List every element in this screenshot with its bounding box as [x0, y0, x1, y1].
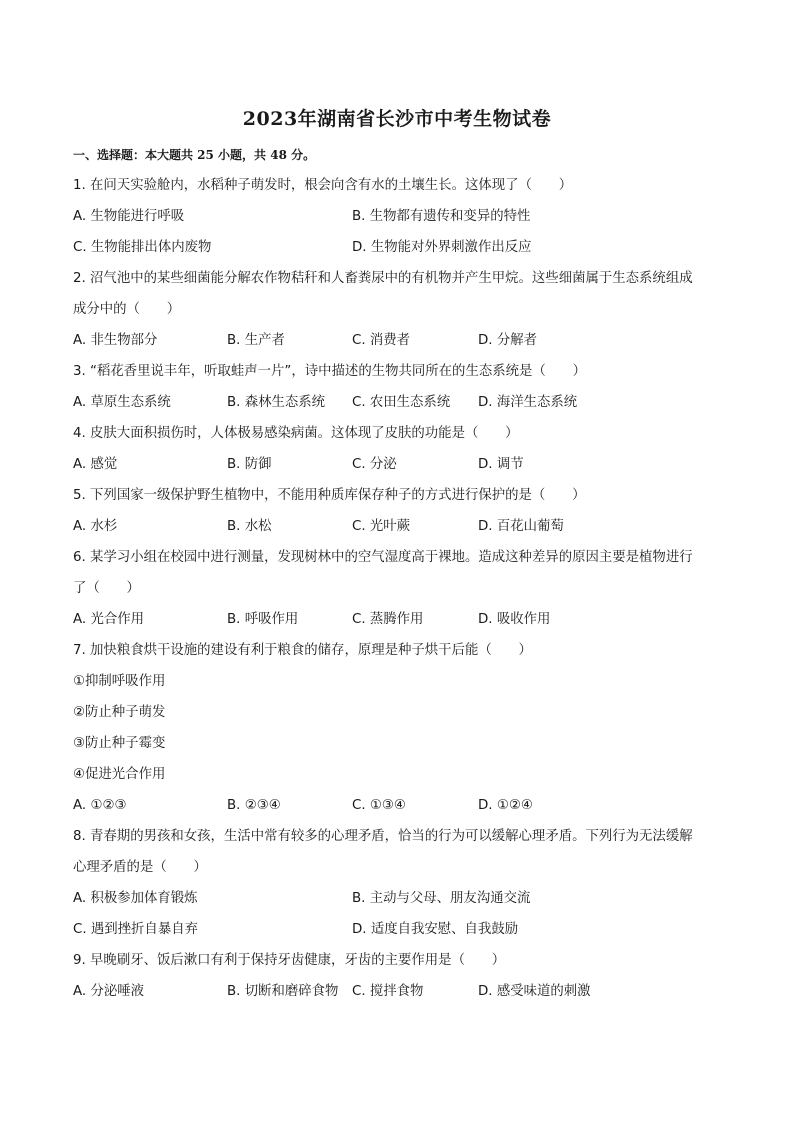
- question-7-option-c: C. ①③④: [352, 798, 406, 813]
- question-5-stem: 5. 下列国家一级保护野生植物中，不能用种质库保存种子的方式进行保护的是（ ）: [73, 488, 586, 503]
- question-3-option-c: C. 农田生态系统: [352, 395, 451, 410]
- question-4-option-b: B. 防御: [227, 457, 272, 472]
- question-8-stem-line-1: 8. 青春期的男孩和女孩，生活中常有较多的心理矛盾，恰当的行为可以缓解心理矛盾。下列行为无法缓解: [73, 829, 693, 844]
- question-9-option-d: D. 感受味道的刺激: [478, 984, 591, 999]
- question-7-item-1: ①抑制呼吸作用: [73, 674, 166, 689]
- question-7-options: [73, 790, 723, 821]
- question-1-option-c: C. 生物能排出体内废物: [73, 240, 212, 255]
- question-5-option-b: B. 水松: [227, 519, 272, 534]
- question-7-item-2: ②防止种子萌发: [73, 705, 166, 720]
- question-list: [73, 170, 723, 1007]
- question-3-option-d: D. 海洋生态系统: [478, 395, 578, 410]
- question-7-item-4: ④促进光合作用: [73, 767, 166, 782]
- question-2-option-d: D. 分解者: [478, 333, 537, 348]
- question-6-stem-line-2: 了（ ）: [73, 581, 140, 596]
- question-4-option-a: A. 感觉: [73, 457, 118, 472]
- question-5-options: [73, 511, 723, 542]
- question-2-option-a: A. 非生物部分: [73, 333, 158, 348]
- question-4-option-d: D. 调节: [478, 457, 524, 472]
- question-7-item-3: ③防止种子霉变: [73, 736, 166, 751]
- question-1-stem: 1. 在问天实验舱内，水稻种子萌发时，根会向含有水的土壤生长。这体现了（ ）: [73, 178, 573, 193]
- question-2-stem-line-1: 2. 沼气池中的某些细菌能分解农作物秸秆和人畜粪尿中的有机物并产生甲烷。这些细菌属于生态系统组成: [73, 271, 693, 286]
- question-1-options-row-2: [73, 232, 723, 263]
- question-5-option-d: D. 百花山葡萄: [478, 519, 564, 534]
- question-4-options: [73, 449, 723, 480]
- exam-title: 2023年湖南省长沙市中考生物试卷: [242, 108, 552, 130]
- question-8-stem-line-2: 心理矛盾的是（ ）: [73, 860, 207, 875]
- question-6-option-a: A. 光合作用: [73, 612, 144, 627]
- question-2-stem-line-2: 成分中的（ ）: [73, 302, 181, 317]
- question-6-stem-line-1: 6. 某学习小组在校园中进行测量，发现树林中的空气湿度高于裸地。造成这种差异的原因主要是植物进行: [73, 550, 693, 565]
- question-4-option-c: C. 分泌: [352, 457, 397, 472]
- question-6-option-c: C. 蒸腾作用: [352, 612, 424, 627]
- question-9-stem: 9. 早晚刷牙、饭后漱口有利于保持牙齿健康，牙齿的主要作用是（ ）: [73, 953, 506, 968]
- question-6-option-d: D. 吸收作用: [478, 612, 551, 627]
- question-6-option-b: B. 呼吸作用: [227, 612, 299, 627]
- question-9-option-c: C. 搅拌食物: [352, 984, 424, 999]
- question-9-option-b: B. 切断和磨碎食物: [227, 984, 339, 999]
- question-2-options: [73, 325, 723, 356]
- question-5-option-a: A. 水杉: [73, 519, 118, 534]
- question-8-options-row-1: [73, 883, 723, 914]
- question-3-options: [73, 387, 723, 418]
- question-3-option-b: B. 森林生态系统: [227, 395, 326, 410]
- question-7-stem: 7. 加快粮食烘干设施的建设有利于粮食的储存，原理是种子烘干后能（ ）: [73, 643, 532, 658]
- question-8-option-c: C. 遇到挫折自暴自弃: [73, 922, 198, 937]
- question-9-option-a: A. 分泌唾液: [73, 984, 144, 999]
- question-2-option-b: B. 生产者: [227, 333, 285, 348]
- question-7-option-b: B. ②③④: [227, 798, 281, 813]
- question-1-options-row-1: [73, 201, 723, 232]
- question-5-option-c: C. 光叶蕨: [352, 519, 411, 534]
- question-9-options: [73, 976, 723, 1007]
- question-3-stem: 3. “稻花香里说丰年，听取蛙声一片”，诗中描述的生物共同所在的生态系统是（ ）: [73, 364, 586, 379]
- section-heading: 一、选择题：本大题共 25 小题，共 48 分。: [73, 148, 316, 162]
- question-8-option-d: D. 适度自我安慰、自我鼓励: [352, 922, 519, 937]
- question-1-option-d: D. 生物能对外界刺激作出反应: [352, 240, 532, 255]
- question-6-options: [73, 604, 723, 635]
- question-1-option-a: A. 生物能进行呼吸: [73, 209, 185, 224]
- question-2-option-c: C. 消费者: [352, 333, 411, 348]
- question-1-option-b: B. 生物都有遗传和变异的特性: [352, 209, 531, 224]
- question-8-option-b: B. 主动与父母、朋友沟通交流: [352, 891, 531, 906]
- question-8-options-row-2: [73, 914, 723, 945]
- question-7-option-d: D. ①②④: [478, 798, 533, 813]
- question-8-option-a: A. 积极参加体育锻炼: [73, 891, 198, 906]
- question-3-option-a: A. 草原生态系统: [73, 395, 171, 410]
- question-4-stem: 4. 皮肤大面积损伤时，人体极易感染病菌。这体现了皮肤的功能是（ ）: [73, 426, 519, 441]
- question-7-option-a: A. ①②③: [73, 798, 127, 813]
